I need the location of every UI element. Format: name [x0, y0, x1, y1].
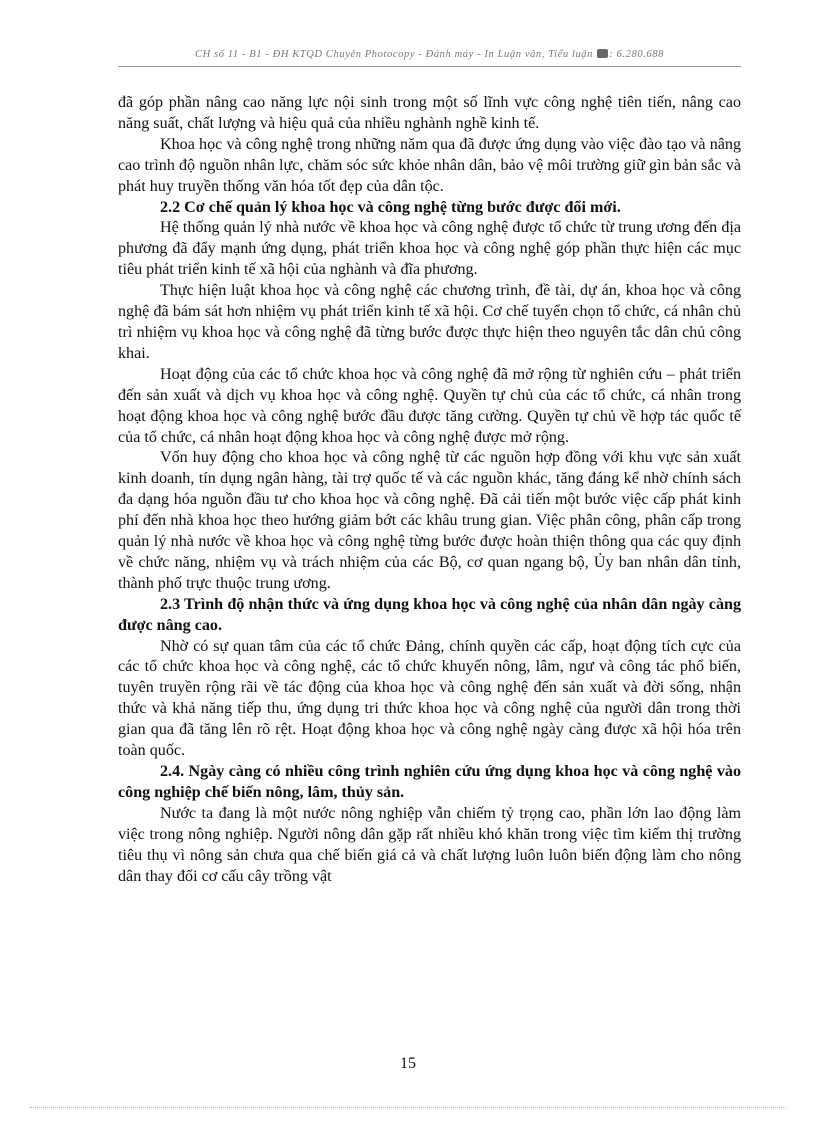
paragraph-5: Hoạt động của các tổ chức khoa học và công nghệ đã mở rộng từ nghiên cứu – phát triển đến sản xuất và dịch vụ khoa học và công nghệ. Quyền tự chủ của các tổ chức, cá nhân trong hoạt động khoa học và công nghệ bước đầu được tăng cường. Quyền tự chủ về hợp tác quốc tế của tổ chức, cá nhân hoạt động khoa học và công nghệ được mở rộng. [118, 365, 741, 446]
footer-rule [30, 1107, 786, 1108]
running-header [118, 49, 741, 60]
section-heading-2-3: 2.3 Trình độ nhận thức và ứng dụng khoa học và công nghệ của nhân dân ngày càng được nâng cao. [118, 595, 741, 634]
paragraph-2: Khoa học và công nghệ trong những năm qua đã được ứng dụng vào việc đào tạo và nâng cao trình độ nguồn nhân lực, chăm sóc sức khỏe nhân dân, bảo vệ môi trường giữ gìn bản sắc và phát huy truyền thống văn hóa tốt đẹp của dân tộc. [118, 135, 741, 195]
page-number: 15 [400, 1055, 416, 1072]
paragraph-6: Vốn huy động cho khoa học và công nghệ từ các nguồn hợp đồng với khu vực sản xuất kinh doanh, tín dụng ngân hàng, tài trợ quốc tế và các nguồn khác, tăng đáng kể nhờ chính sách đa dạng hóa nguồn đầu tư cho khoa học và công nghệ. Đã cải tiến một bước việc cấp phát kinh phí đến nhà khoa học theo hướng giảm bớt các khâu trung gian. Việc phân công, phân cấp trong quản lý nhà nước về khoa học và công nghệ từng bước được hoàn thiện thông qua các quy định về chức năng, nhiệm vụ và trách nhiệm của các Bộ, cơ quan ngang bộ, Ủy ban nhân dân tỉnh, thành phố trực thuộc trung ương. [118, 449, 741, 592]
page-body [118, 93, 741, 887]
header-text: CH số 11 - B1 - ĐH KTQD Chuyên Photocopy - Đánh máy - In Luận văn, Tiểu luận [195, 49, 594, 60]
paragraph-4: Thực hiện luật khoa học và công nghệ các chương trình, đề tài, dự án, khoa học và công nghệ đã bám sát hơn nhiệm vụ phát triển kinh tế xã hội. Cơ chế tuyển chọn tổ chức, cá nhân chủ trì nhiệm vụ khoa học và công nghệ đã từng bước được thực hiện theo nguyên tắc dân chủ công khai. [118, 282, 741, 362]
header-rule [118, 66, 741, 67]
section-heading-2-4: 2.4. Ngày càng có nhiều công trình nghiên cứu ứng dụng khoa học và công nghệ vào công nghiệp chế biến nông, lâm, thủy sản. [118, 763, 741, 801]
telephone-icon [597, 49, 608, 58]
paragraph-7: Nhờ có sự quan tâm của các tổ chức Đảng, chính quyền các cấp, hoạt động tích cực của các tổ chức khoa học và công nghệ, các tổ chức khuyến nông, lâm, ngư và công tác phổ biến, tuyên truyền rộng rãi về tác động của khoa học và công nghệ đến sản xuất và đời sống, nhận thức và khả năng tiếp thu, ứng dụng tri thức khoa học và công nghệ của người dân trong thời gian qua đã tăng lên rõ rệt. Hoạt động khoa học và công nghệ ngày càng được xã hội hóa trên toàn quốc. [118, 637, 741, 760]
paragraph-1: đã góp phần nâng cao năng lực nội sinh trong một số lĩnh vực công nghệ tiên tiến, nâng cao năng suất, chất lượng và hiệu quả của nhiều nghành nghề kinh tế. [118, 94, 741, 132]
paragraph-3: Hệ thống quản lý nhà nước về khoa học và công nghệ được tổ chức từ trung ương đến địa phương đã đẩy mạnh ứng dụng, phát triển khoa học và công nghệ góp phần thực hiện các mục tiêu phát triển kinh tế xã hội của nghành và đĩa phương. [118, 219, 741, 279]
section-heading-2-2: 2.2 Cơ chế quản lý khoa học và công nghệ từng bước được đổi mới. [160, 198, 621, 216]
header-phone: : 6.280.688 [609, 49, 664, 60]
paragraph-8: Nước ta đang là một nước nông nghiệp vẫn chiếm tỷ trọng cao, phần lớn lao động làm việc trong nông nghiệp. Người nông dân gặp rất nhiều khó khăn trong việc tìm kiếm thị trường tiêu thụ vì nông sản chưa qua chế biến giá cả và chất lượng luôn luôn biến động làm cho nông dân thay đổi cơ cấu cây trồng vật [118, 804, 741, 885]
